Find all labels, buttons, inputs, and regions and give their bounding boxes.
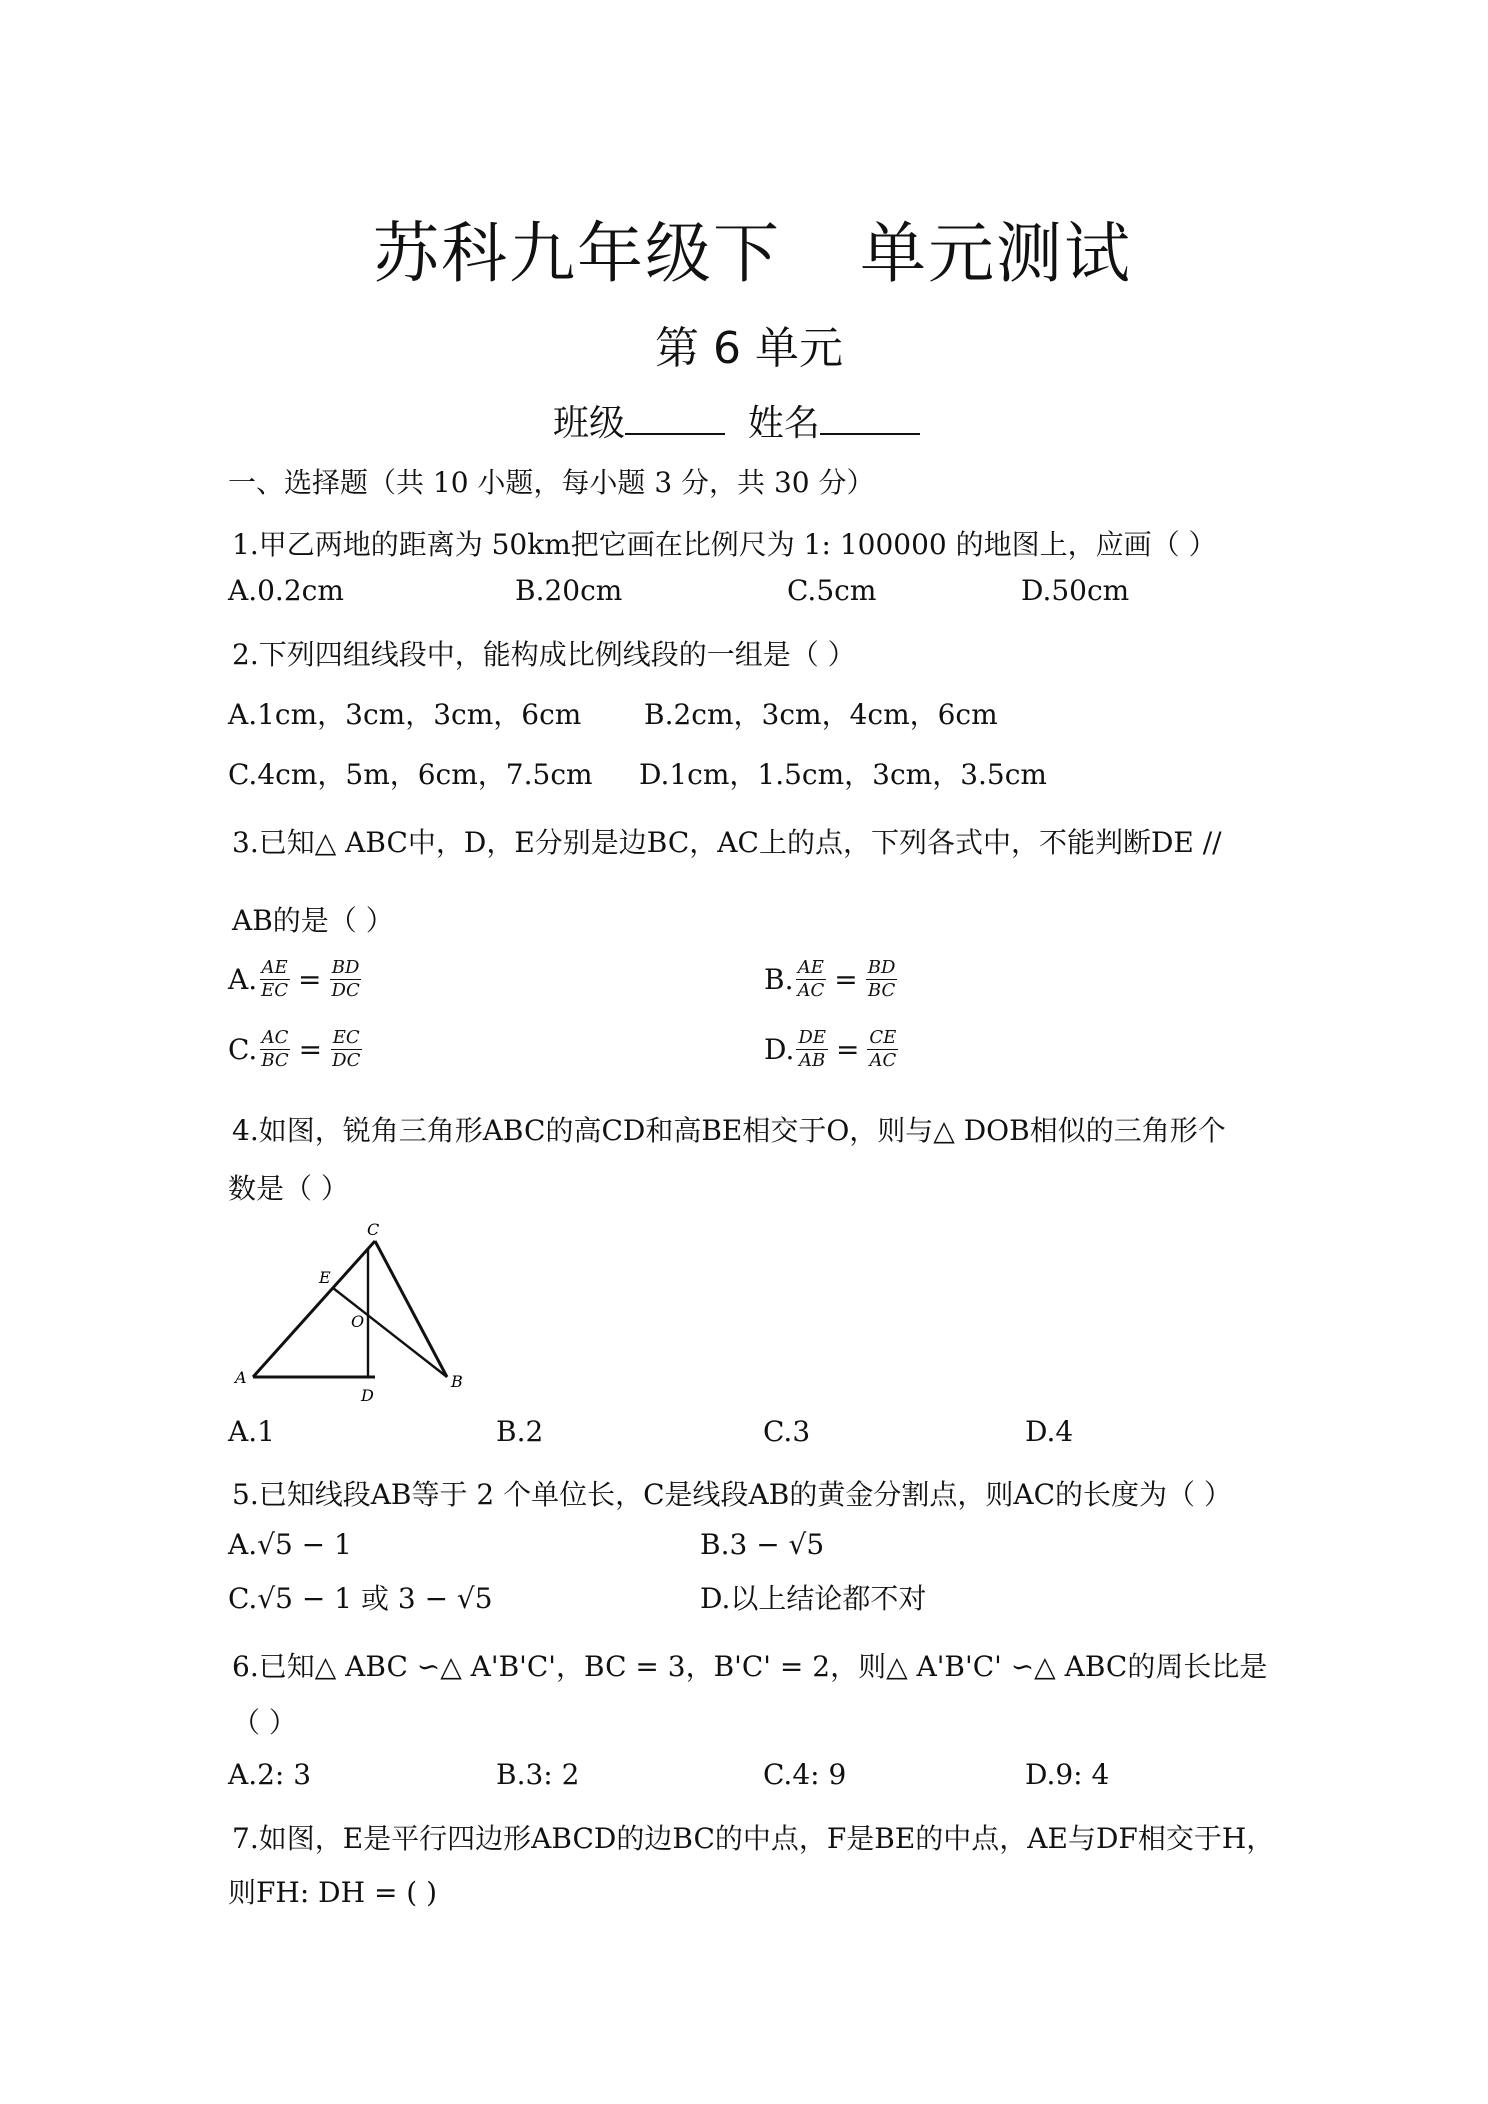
q5-option-b: B.3 − √5 (700, 1528, 825, 1561)
name-blank[interactable] (820, 403, 920, 435)
q4-stem-line2: 数是（ ） (228, 1172, 349, 1205)
q3-a-right-fraction: $\frac{BD}{DC}$ (331, 957, 360, 1001)
q2-option-d: D.1cm，1.5cm，3cm，3.5cm (639, 758, 1047, 791)
q3-option-b: B. $\frac{AE}{AC}$ = $\frac{BD}{BC}$ (764, 957, 896, 1001)
label-c: C (367, 1220, 380, 1239)
q6-stem-line2: （ ） (232, 1706, 297, 1739)
altitude-be (333, 1288, 447, 1377)
q6-stem-line1: 6.已知△ ABC ∽△ A'B'C'，BC = 3，B'C' = 2，则△ A'B'C' ∽△ ABC的周长比是 (232, 1650, 1268, 1683)
q5-option-c: C.√5 − 1 或 3 − √5 (228, 1582, 493, 1615)
q6-option-c: C.4: 9 (763, 1758, 847, 1791)
q3-d-left-fraction: $\frac{DE}{AB}$ (798, 1027, 826, 1071)
q2-option-b: B.2cm，3cm，4cm，6cm (644, 698, 998, 731)
q7-stem-line2: 则FH: DH = ( ) (228, 1876, 438, 1909)
subtitle: 第 6 单元 (655, 323, 843, 374)
q3-option-d: D. $\frac{DE}{AB}$ = $\frac{CE}{AC}$ (764, 1027, 897, 1071)
label-b: B (451, 1372, 463, 1391)
q3-c-left-fraction: $\frac{AC}{BC}$ (261, 1027, 289, 1071)
q5-stem: 5.已知线段AB等于 2 个单位长，C是线段AB的黄金分割点，则AC的长度为（ ） (232, 1478, 1232, 1511)
q3-c-right-fraction: $\frac{EC}{DC}$ (332, 1027, 361, 1071)
q4-triangle-figure (225, 1215, 485, 1405)
q2-stem: 2.下列四组线段中，能构成比例线段的一组是（ ） (232, 638, 856, 671)
q5-option-a: A.√5 − 1 (228, 1528, 352, 1561)
label-o: O (351, 1312, 365, 1331)
q7-stem-line1: 7.如图，E是平行四边形ABCD的边BC的中点，F是BE的中点，AE与DF相交于H， (232, 1822, 1275, 1855)
q1-stem: 1.甲乙两地的距离为 50km把它画在比例尺为 1: 100000 的地图上，应画（ ） (232, 528, 1217, 561)
name-label: 姓名 (747, 403, 820, 444)
class-label: 班级 (553, 403, 626, 444)
q4-option-d: D.4 (1025, 1415, 1074, 1448)
label-a: A (235, 1368, 247, 1387)
q3-stem-line2: AB的是（ ） (232, 904, 394, 937)
q2-option-c: C.4cm，5m，6cm，7.5cm (228, 758, 593, 791)
q1-option-c: C.5cm (787, 574, 877, 607)
q3-stem-line1: 3.已知△ ABC中，D，E分别是边BC，AC上的点，下列各式中，不能判断DE // (232, 826, 1222, 859)
title-right: 单元测试 (860, 215, 1132, 292)
q1-option-d: D.50cm (1021, 574, 1130, 607)
label-d: D (361, 1386, 374, 1405)
label-e: E (319, 1268, 331, 1287)
q4-option-b: B.2 (496, 1415, 544, 1448)
q6-option-d: D.9: 4 (1025, 1758, 1110, 1791)
q4-stem-line1: 4.如图，锐角三角形ABC的高CD和高BE相交于O，则与△ DOB相似的三角形个 (232, 1114, 1226, 1147)
class-blank[interactable] (625, 403, 725, 435)
q6-option-b: B.3: 2 (496, 1758, 580, 1791)
q2-option-a: A.1cm，3cm，3cm，6cm (228, 698, 582, 731)
section-heading: 一、选择题（共 10 小题，每小题 3 分，共 30 分） (228, 466, 875, 499)
q3-b-right-fraction: $\frac{BD}{BC}$ (867, 957, 896, 1001)
q3-a-left-fraction: $\frac{AE}{EC}$ (261, 957, 289, 1001)
title-left: 苏科九年级下 (373, 215, 781, 292)
q6-option-a: A.2: 3 (228, 1758, 312, 1791)
q1-option-a: A.0.2cm (228, 574, 344, 607)
side-ac (253, 1241, 375, 1377)
side-bc (375, 1241, 447, 1377)
q3-option-c: C. $\frac{AC}{BC}$ = $\frac{EC}{DC}$ (228, 1027, 361, 1071)
q5-option-d: D.以上结论都不对 (700, 1582, 927, 1615)
q4-option-c: C.3 (763, 1415, 811, 1448)
q4-option-a: A.1 (228, 1415, 275, 1448)
q1-option-b: B.20cm (515, 574, 623, 607)
class-name-line (553, 395, 920, 446)
q3-d-right-fraction: $\frac{CE}{AC}$ (869, 1027, 897, 1071)
q3-b-left-fraction: $\frac{AE}{AC}$ (797, 957, 825, 1001)
q3-option-a: A. $\frac{AE}{EC}$ = $\frac{BD}{DC}$ (228, 957, 360, 1001)
